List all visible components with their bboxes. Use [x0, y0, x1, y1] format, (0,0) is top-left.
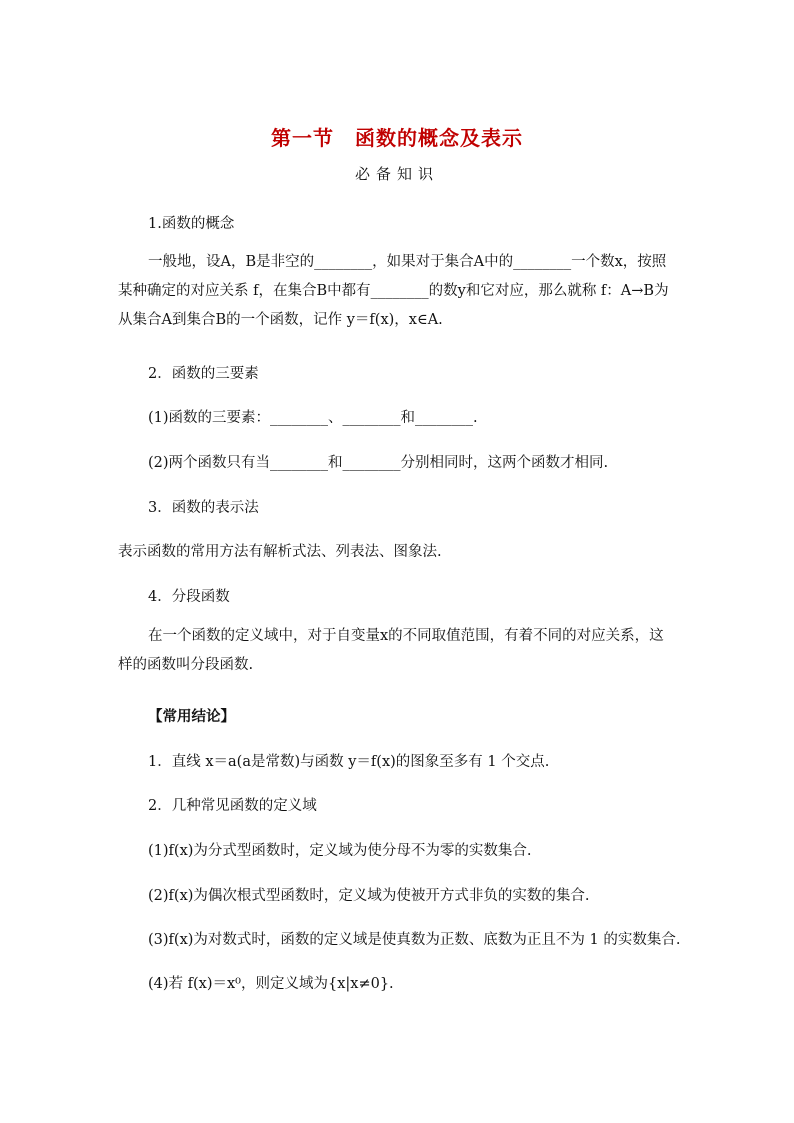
heading-conclusions: 【常用结论】 — [148, 708, 235, 725]
representation-text: 表示函数的常用方法有解析式法、列表法、图象法. — [118, 544, 442, 560]
heading-function-concept: 1.函数的概念 — [148, 216, 235, 232]
conclusion-2: 2．几种常见函数的定义域 — [148, 798, 317, 814]
piecewise-paragraph: 在一个函数的定义域中，对于自变量x的不同取值范围，有着不同的对应关系，这样的函数叫分段函数. — [118, 628, 664, 673]
function-concept-paragraph: 一般地，设A，B是非空的________，如果对于集合A中的________一个数x，按照某种确定的对应关系 f，在集合B中都有________的数y和它对应，那么就称 f：A→B为从集合A到集合B的一个函数，记作 y＝f(x)，x∈A. — [118, 254, 669, 328]
domain-item-4: (4)若 f(x)＝x⁰，则定义域为{x|x≠0}. — [148, 976, 394, 992]
conclusion-1: 1．直线 x＝a(a是常数)与函数 y＝f(x)的图象至多有 1 个交点. — [148, 754, 550, 770]
three-elements-item-1: (1)函数的三要素：________、________和________. — [148, 410, 478, 426]
page-title: 第一节 函数的概念及表示 — [271, 126, 523, 150]
three-elements-item-2: (2)两个函数只有当________和________分别相同时，这两个函数才相同. — [148, 455, 609, 471]
heading-piecewise: 4．分段函数 — [148, 589, 230, 605]
domain-item-3: (3)f(x)为对数式时，函数的定义域是使真数为正数、底数为正且不为 1 的实数集合. — [148, 932, 681, 948]
heading-representation: 3．函数的表示法 — [148, 500, 259, 516]
section-subtitle: 必备知识 — [354, 165, 439, 183]
domain-item-1: (1)f(x)为分式型函数时，定义域为使分母不为零的实数集合. — [148, 843, 532, 859]
heading-three-elements: 2．函数的三要素 — [148, 366, 259, 382]
domain-item-2: (2)f(x)为偶次根式型函数时，定义域为使被开方式非负的实数的集合. — [148, 888, 590, 904]
